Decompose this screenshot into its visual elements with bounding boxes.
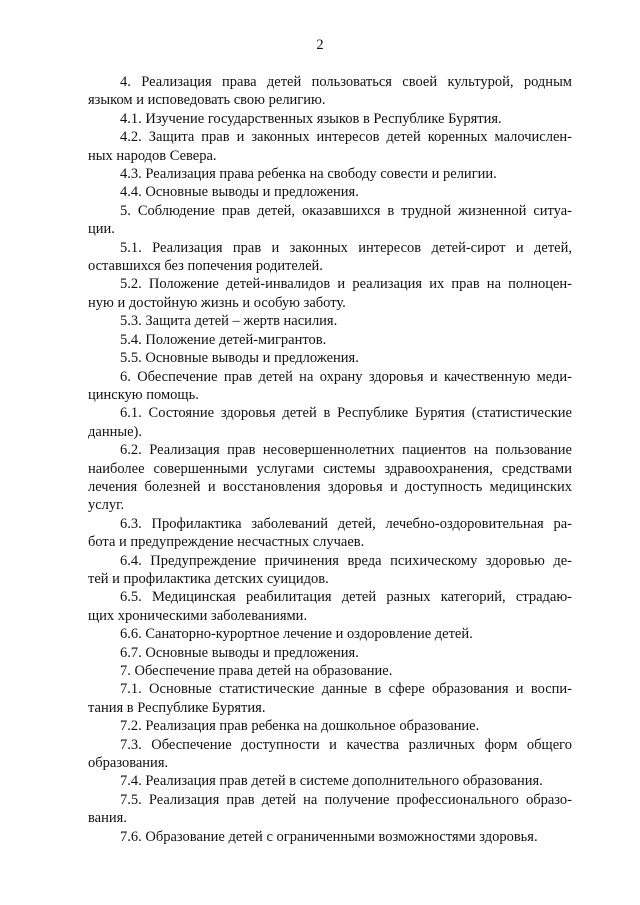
toc-paragraph — [88, 625, 572, 643]
text-line: 5.3. Защита детей – жертв насилия. — [120, 313, 338, 330]
text-line: 6. Обеспечение прав детей на охрану здоровья и качественную меди- — [120, 368, 572, 385]
toc-paragraph — [88, 588, 572, 625]
text-line: 6.6. Санаторно-курортное лечение и оздоровление детей. — [120, 626, 473, 643]
toc-paragraph — [88, 183, 572, 201]
toc-paragraph — [88, 331, 572, 349]
toc-paragraph — [88, 202, 572, 239]
text-line: 6.2. Реализация прав несовершеннолетних пациентов на пользование — [120, 442, 572, 459]
toc-paragraph — [88, 165, 572, 183]
toc-paragraph — [88, 73, 572, 110]
toc-paragraph — [88, 110, 572, 128]
page-number: 2 — [316, 37, 324, 53]
toc-paragraph — [88, 736, 572, 773]
toc-paragraph — [88, 441, 572, 515]
text-line: услуг. — [88, 497, 125, 514]
toc-paragraph — [88, 791, 572, 828]
toc-paragraph — [88, 312, 572, 330]
text-line: данные). — [88, 423, 142, 440]
text-line: 4. Реализация права детей пользоваться своей культурой, родным — [120, 74, 572, 90]
text-line: языком и исповедовать свою религию. — [88, 92, 326, 109]
text-line: 4.2. Защита прав и законных интересов детей коренных малочислен- — [120, 129, 572, 146]
toc-paragraph — [88, 239, 572, 276]
text-line: 7. Обеспечение права детей на образование. — [120, 663, 393, 679]
toc-paragraph — [88, 275, 572, 312]
text-line: 7.4. Реализация прав детей в системе дополнительного образования. — [120, 773, 543, 790]
text-line: 7.2. Реализация прав ребенка на дошкольное образование. — [120, 718, 480, 735]
text-line: 5.4. Положение детей-мигрантов. — [120, 331, 327, 348]
text-line: лечения болезней и восстановления здоровья и доступность медицинских — [88, 478, 572, 495]
text-line: ную и достойную жизнь и особую заботу. — [88, 294, 346, 311]
text-line: 7.6. Образование детей с ограниченными возможностями здоровья. — [120, 828, 538, 845]
toc-paragraph — [88, 349, 572, 367]
text-line: 7.3. Обеспечение доступности и качества различных форм общего — [120, 736, 572, 753]
text-line: наиболее совершенными услугами системы здравоохранения, средствами — [88, 460, 572, 477]
text-line: образования. — [88, 755, 169, 772]
text-line: 4.4. Основные выводы и предложения. — [120, 184, 359, 201]
toc-paragraph — [88, 552, 572, 589]
text-line: 5.1. Реализация прав и законных интересов детей-сирот и детей, — [120, 239, 572, 256]
toc-paragraph — [88, 717, 572, 735]
toc-paragraph — [88, 772, 572, 790]
text-line: бота и предупреждение несчастных случаев. — [88, 534, 365, 551]
text-line: 7.5. Реализация прав детей на получение профессионального образо- — [120, 791, 572, 808]
text-line: тания в Республике Бурятия. — [88, 699, 266, 716]
toc-paragraph — [88, 515, 572, 552]
text-line: 5.2. Положение детей-инвалидов и реализация их прав на полноцен- — [120, 276, 572, 293]
text-line: 5.5. Основные выводы и предложения. — [120, 350, 359, 367]
document-body — [88, 73, 572, 846]
text-line: 6.3. Профилактика заболеваний детей, лечебно-оздоровительная ра- — [120, 515, 572, 532]
text-line: 6.1. Состояние здоровья детей в Республике Бурятия (статистические — [120, 405, 572, 422]
text-line: ции. — [88, 221, 115, 238]
text-line: 4.1. Изучение государственных языков в Республике Бурятия. — [120, 110, 502, 127]
text-line: ных народов Севера. — [88, 147, 217, 164]
text-line: щих хроническими заболеваниями. — [88, 607, 308, 624]
text-line: цинскую помощь. — [88, 386, 199, 403]
toc-paragraph — [88, 828, 572, 846]
toc-paragraph — [88, 662, 572, 680]
text-line: тей и профилактика детских суицидов. — [88, 570, 329, 587]
toc-paragraph — [88, 680, 572, 717]
toc-paragraph — [88, 404, 572, 441]
text-line: 4.3. Реализация права ребенка на свободу совести и религии. — [120, 166, 497, 183]
text-line: оставшихся без попечения родителей. — [88, 258, 323, 275]
text-line: 6.4. Предупреждение причинения вреда психическому здоровью де- — [120, 552, 572, 569]
text-line: 5. Соблюдение прав детей, оказавшихся в трудной жизненной ситуа- — [120, 202, 572, 219]
toc-paragraph — [88, 644, 572, 662]
text-line: вания. — [88, 810, 127, 827]
text-line: 6.5. Медицинская реабилитация детей разных категорий, страдаю- — [120, 589, 572, 606]
toc-paragraph — [88, 368, 572, 405]
text-line: 6.7. Основные выводы и предложения. — [120, 644, 359, 661]
text-line: 7.1. Основные статистические данные в сфере образования и воспи- — [120, 681, 572, 698]
toc-paragraph — [88, 128, 572, 165]
